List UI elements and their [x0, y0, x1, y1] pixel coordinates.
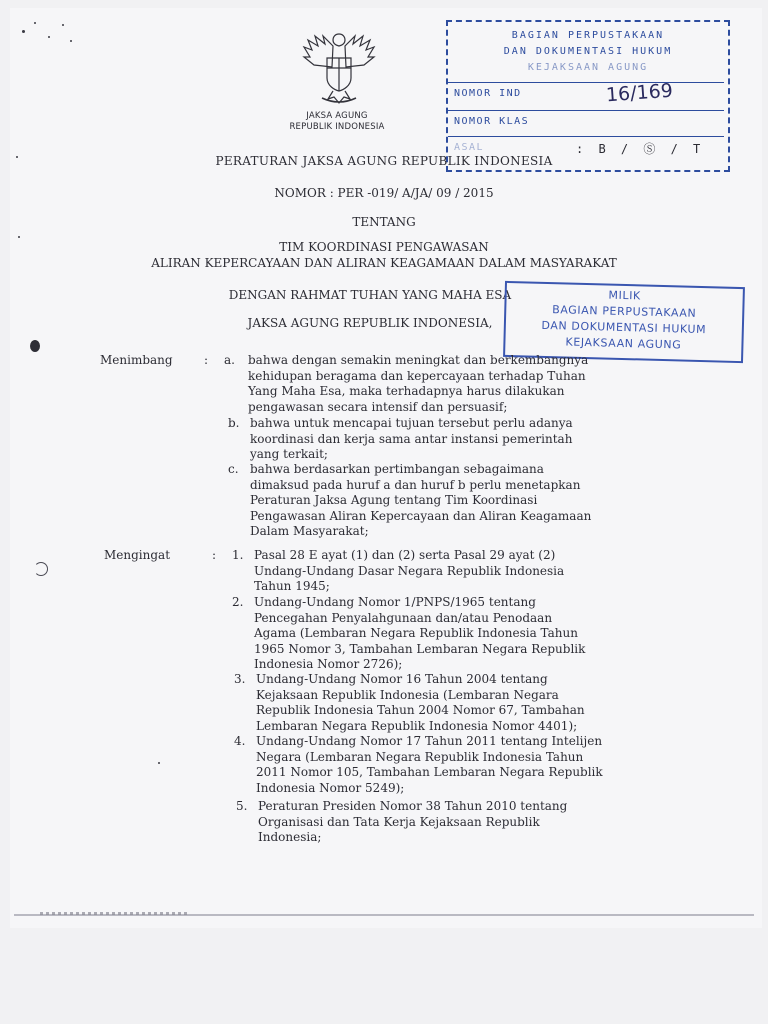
item-line: Undang-Undang Nomor 16 Tahun 2004 tentang	[256, 672, 548, 686]
item-line: Lembaran Negara Republik Indonesia Nomor 4401);	[256, 718, 578, 733]
scan-speck	[70, 40, 72, 42]
item-marker: c.	[228, 462, 239, 476]
item-marker: b.	[228, 416, 240, 430]
stamp-divider	[448, 82, 724, 83]
item-line: Peraturan Jaksa Agung tentang Tim Koordinasi	[250, 493, 538, 507]
item-line: Agama (Lembaran Negara Republik Indonesia Tahun	[254, 626, 578, 640]
item-line: koordinasi dan kerja sama antar instansi pemerintah	[250, 431, 573, 446]
item-line: Organisasi dan Tata Kerja Kejaksaan Republik	[258, 814, 540, 829]
item-line: Peraturan Presiden Nomor 38 Tahun 2010 tentang	[258, 799, 568, 813]
blessing-line: DENGAN RAHMAT TUHAN YANG MAHA ESA	[228, 288, 512, 302]
item-marker: 4.	[234, 734, 246, 748]
library-stamp-line3: KEJAKSAAN AGUNG	[527, 62, 649, 73]
mengingat-label: Mengingat	[104, 548, 171, 562]
item-line: Negara (Lembaran Negara Republik Indonesia Tahun	[256, 749, 584, 764]
scan-speck	[158, 762, 160, 764]
item-line: Undang-Undang Dasar Negara Republik Indonesia	[254, 563, 565, 578]
scan-speck	[48, 36, 50, 38]
item-marker: 2.	[232, 595, 244, 609]
regulation-number: NOMOR : PER -019/ A/JA/ 09 / 2015	[274, 186, 494, 200]
garuda-emblem	[296, 28, 382, 106]
item-line: Kejaksaan Republik Indonesia (Lembaran Negara	[256, 687, 559, 702]
library-stamp-line1: BAGIAN PERPUSTAKAAN	[511, 30, 665, 41]
tentang-heading: TENTANG	[352, 215, 416, 229]
item-line: Tahun 1945;	[254, 579, 330, 593]
issuer-title: JAKSA AGUNG	[306, 111, 368, 121]
klas-code: : B / Ⓢ / T	[576, 142, 705, 156]
subject-line-2: ALIRAN KEPERCAYAAN DAN ALIRAN KEAGAMAAN DALAM MASYARAKAT	[151, 256, 617, 270]
mengingat-colon: :	[212, 548, 217, 562]
milik-stamp-line3: DAN DOKUMENTASI HUKUM	[541, 318, 707, 337]
nomor-klas-label: NOMOR KLAS	[454, 116, 530, 127]
item-marker: a.	[224, 353, 235, 367]
item-marker: 1.	[232, 548, 244, 562]
item-line: Pencegahan Penyalahgunaan dan/atau Penodaan	[254, 610, 553, 625]
item-line: bahwa dengan semakin meningkat dan berkembangnya	[248, 353, 589, 367]
authority-line: JAKSA AGUNG REPUBLIK INDONESIA,	[247, 316, 493, 330]
item-line: bahwa untuk mencapai tujuan tersebut perlu adanya	[250, 416, 573, 430]
item-line: 1965 Nomor 3, Tambahan Lembaran Negara Republik	[254, 641, 586, 656]
scan-speck	[62, 24, 64, 26]
milik-stamp	[503, 281, 745, 363]
item-line: Indonesia Nomor 5249);	[256, 780, 405, 795]
asal-label: ASAL	[454, 142, 485, 153]
item-line: pengawasan secara intensif dan persuasif;	[248, 399, 508, 414]
item-line: 2011 Nomor 105, Tambahan Lembaran Negara Republik	[256, 765, 603, 779]
scan-artifact	[40, 912, 190, 915]
item-line: dimaksud pada huruf a dan huruf b perlu menetapkan	[250, 477, 581, 492]
library-stamp-line2: DAN DOKUMENTASI HUKUM	[503, 46, 673, 57]
menimbang-colon: :	[204, 353, 209, 367]
regulation-title: PERATURAN JAKSA AGUNG REPUBLIK INDONESIA	[215, 154, 553, 168]
punch-hole-mark	[30, 340, 40, 352]
item-marker: 5.	[236, 799, 248, 813]
item-line: Indonesia;	[258, 830, 322, 844]
item-line: Undang-Undang Nomor 17 Tahun 2011 tentang Intelijen	[256, 734, 603, 748]
nomor-induk-label: NOMOR IND	[454, 88, 522, 99]
milik-stamp-line1: MILIK	[608, 288, 642, 303]
item-line: Indonesia Nomor 2726);	[254, 657, 403, 671]
item-line: Pengawasan Aliran Kepercayaan dan Aliran Keagamaan	[250, 508, 592, 523]
item-line: Yang Maha Esa, maka terhadapnya harus dilakukan	[248, 384, 565, 398]
item-line: Republik Indonesia Tahun 2004 Nomor 67, Tambahan	[256, 703, 585, 717]
item-line: Dalam Masyarakat;	[250, 524, 369, 538]
scan-speck	[18, 236, 20, 238]
item-line: bahwa berdasarkan pertimbangan sebagaimana	[250, 462, 544, 476]
punch-hole-ring	[34, 562, 48, 576]
scan-speck	[22, 30, 25, 33]
issuer-block	[262, 111, 412, 133]
item-marker: 3.	[234, 672, 246, 686]
issuer-country: REPUBLIK INDONESIA	[289, 122, 385, 132]
item-line: kehidupan beragama dan kepercayaan terhadap Tuhan	[248, 368, 586, 383]
milik-stamp-line2: BAGIAN PERPUSTAKAAN	[552, 303, 697, 320]
item-line: Undang-Undang Nomor 1/PNPS/1965 tentang	[254, 595, 536, 609]
menimbang-label: Menimbang	[100, 353, 173, 367]
scan-speck	[34, 22, 36, 24]
stamp-divider	[448, 110, 724, 111]
nomor-induk-value: 16/169	[605, 79, 674, 107]
milik-stamp-line4: KEJAKSAAN AGUNG	[565, 335, 682, 352]
item-line: yang terkait;	[250, 447, 328, 461]
stamp-divider	[448, 136, 724, 137]
subject-line-1: TIM KOORDINASI PENGAWASAN	[279, 240, 489, 254]
item-line: Pasal 28 E ayat (1) dan (2) serta Pasal 29 ayat (2)	[254, 548, 556, 562]
